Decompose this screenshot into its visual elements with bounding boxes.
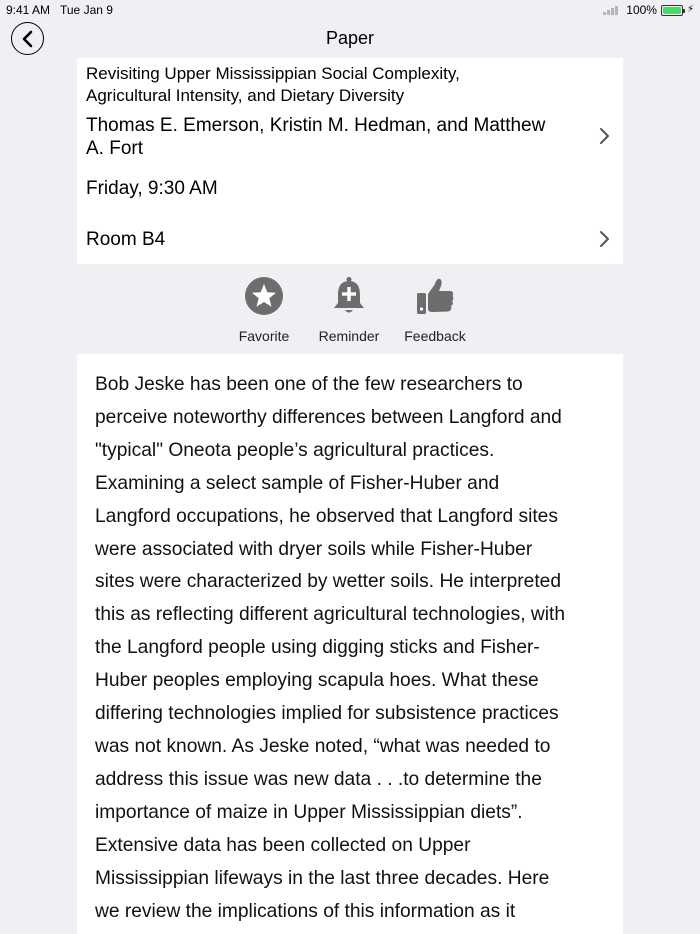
paper-title: Revisiting Upper Mississippian Social Complexity, Agricultural Intensity, and Dietary Diversity [86,64,460,105]
abstract-text: Bob Jeske has been one of the few researchers to perceive noteworthy differences between Langford and "typical" Oneota people’s agricultural practices. Examining a select sample of Fisher-Huber and Langford occupations, he observed that Langford sites were associated with dryer soils while Fisher-Huber sites were characterized by wetter soils. He interpreted this as reflecting different agricultural technologies, with the Langford people using digging sticks and Fisher- Huber peoples employing scapula hoes. What these differing technologies implied for subsistence practices was not known. As Jeske noted, “what was needed to address this issue was new data . . .to determine the importance of maize in Upper Mississippian diets”. Extensive data has been collected on Upper Mississippian lifeways in the last three decades. Here we review the implications of this information as it [95,374,565,922]
status-right [603,3,694,17]
room-row[interactable] [77,226,623,256]
reminder-button[interactable] [304,276,394,346]
feedback-label: Feedback [404,328,466,344]
feedback-button[interactable] [390,276,480,346]
thumbs-up-icon [415,276,455,316]
battery-icon [661,5,683,16]
authors-text: Thomas E. Emerson, Kristin M. Hedman, and Matthew A. Fort [86,115,546,159]
star-icon [244,276,284,316]
room-text: Room B4 [86,229,166,250]
status-bar [0,0,700,20]
page-title: Paper [325,28,375,48]
wifi-signal-icon [603,5,618,15]
authors-row[interactable] [77,114,623,162]
bell-plus-icon [329,276,369,316]
action-bar [0,270,700,350]
status-time: 9:41 AM [6,3,51,17]
abstract-card [77,354,623,934]
favorite-button[interactable] [219,276,309,346]
chevron-right-icon [597,230,611,248]
charging-icon: ⚡ [686,4,694,15]
reminder-label: Reminder [318,328,380,344]
chevron-right-icon [597,127,611,145]
battery-percent: 100% [626,3,657,17]
paper-info-card [77,58,623,264]
session-time: Friday, 9:30 AM [86,178,218,199]
favorite-label: Favorite [238,328,290,344]
status-date: Tue Jan 9 [60,3,113,17]
nav-bar [0,20,700,58]
